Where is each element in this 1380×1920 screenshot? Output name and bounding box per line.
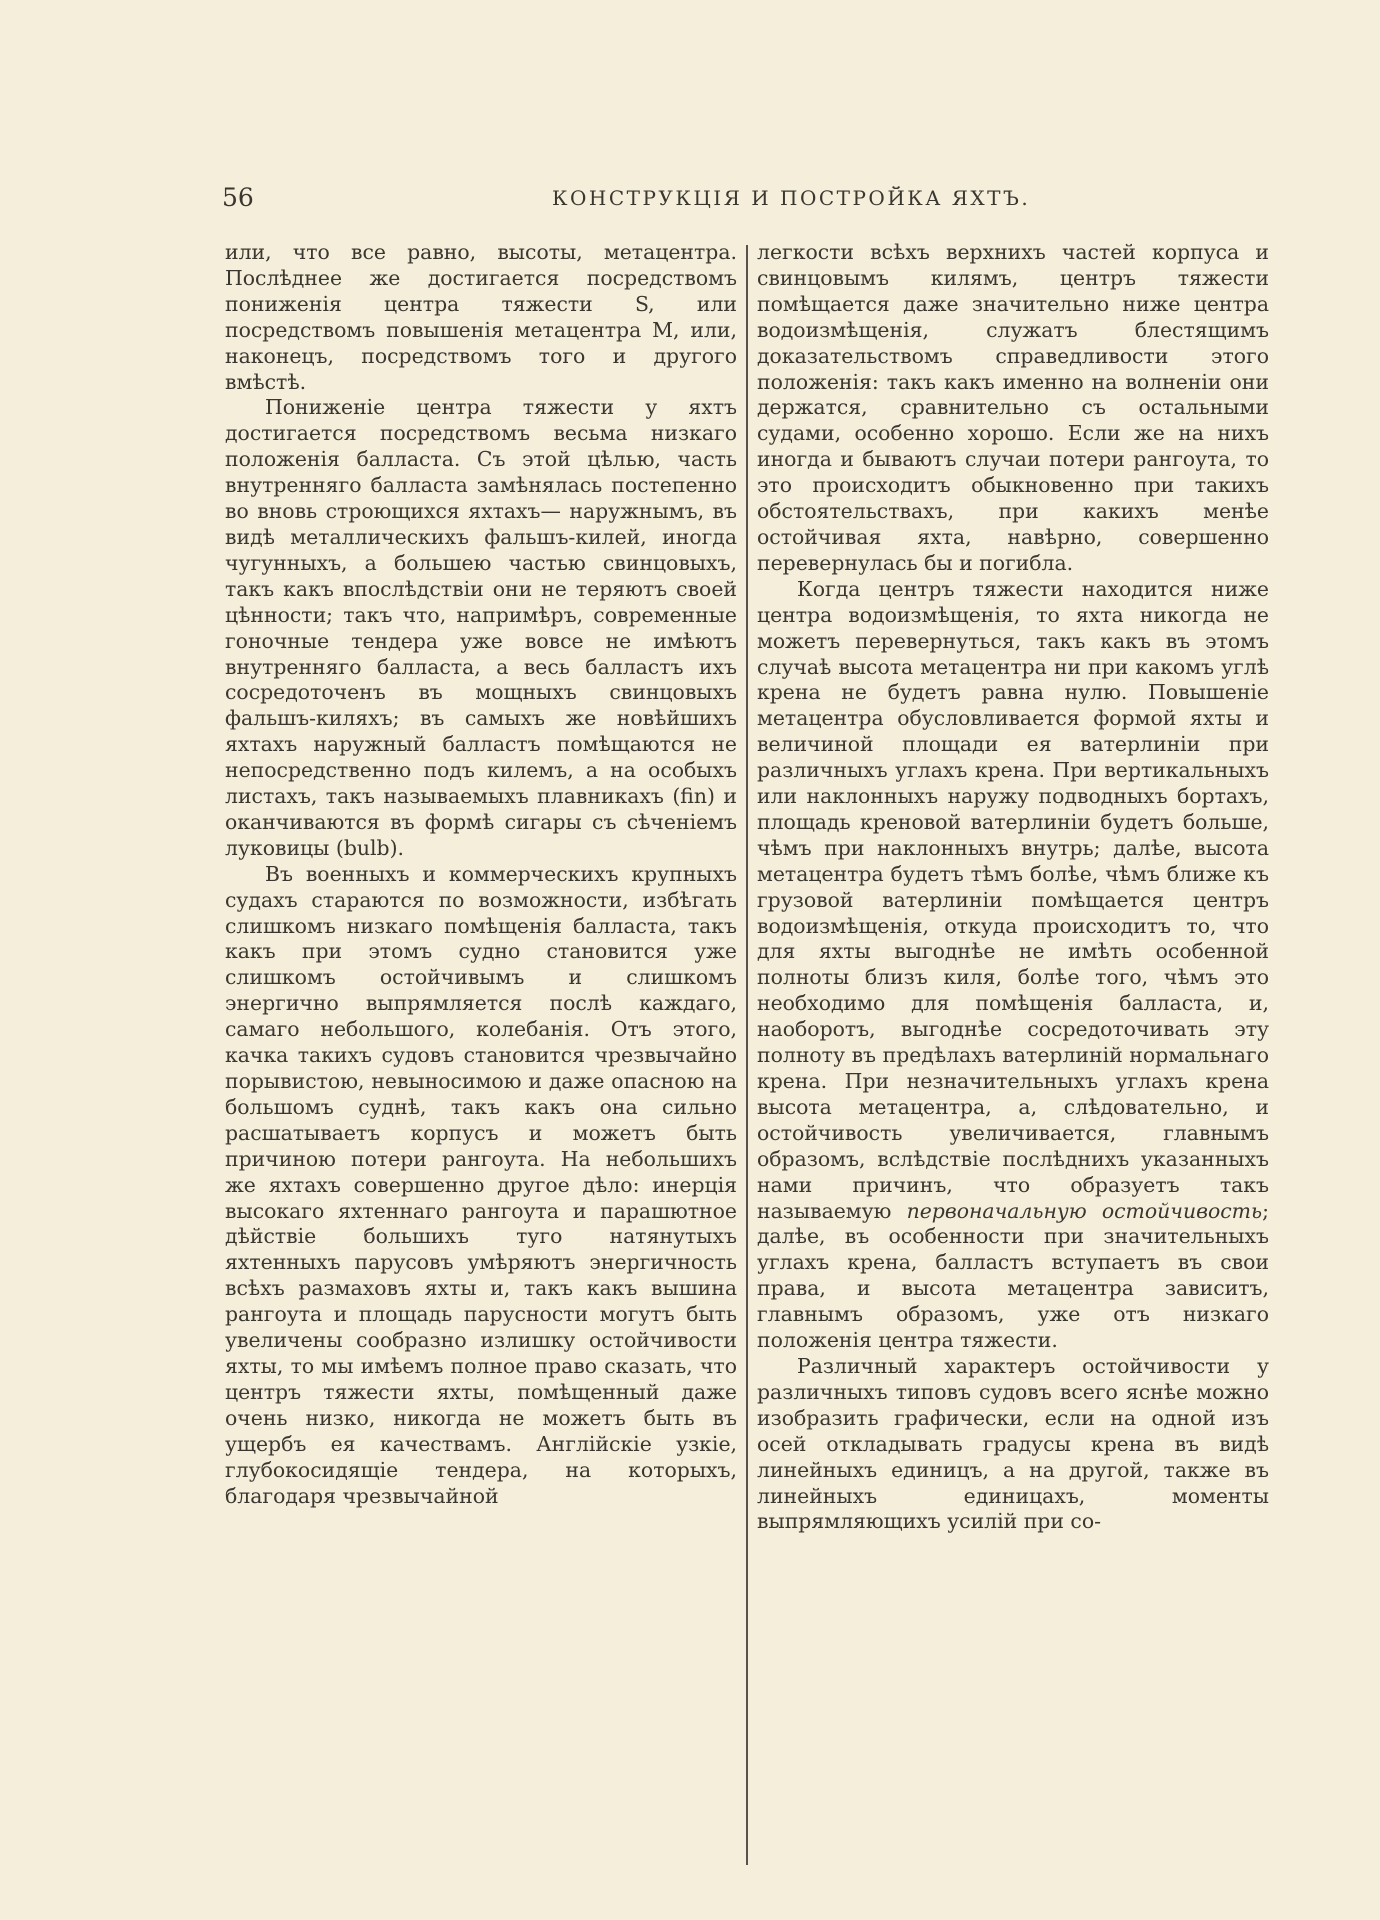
paragraph-text: ; далѣе, въ особенности при значительныхъ углахъ крена, балластъ вступаетъ въ свои права, и высота метацентра зависитъ, главнымъ образомъ, уже отъ низкаго положенія центра тяжести. bbox=[757, 1198, 1269, 1353]
paragraph: Въ военныхъ и коммерческихъ крупныхъ судахъ стараются по возможности, избѣгать слишкомъ низкаго помѣщенія балласта, такъ какъ при этомъ судно становится уже слишкомъ остойчивымъ и слишкомъ энергично выпрямляется послѣ каждаго, самаго небольшого, колебанія. Отъ этого, качка такихъ судовъ становится чрезвычайно порывистою, невыносимою и даже опасною на большомъ суднѣ, такъ какъ она сильно расшатываетъ корпусъ и можетъ быть причиною потери рангоута. На небольшихъ же яхтахъ совершенно другое дѣло: инерція высокаго яхтеннаго рангоута и парашютное дѣйствіе большихъ туго натянутыхъ яхтенныхъ парусовъ умѣряютъ энергичность всѣхъ размаховъ яхты и, такъ какъ вышина рангоута и площадь парусности могутъ быть увеличены сообразно излишку остойчивости яхты, то мы имѣемъ полное право сказать, что центръ тяжести яхты, помѣщенный даже очень низко, никогда не можетъ быть въ ущербъ ея качествамъ. Англійскіе узкіе, глубокосидящіе тендера, на которыхъ, благодаря чрезвычайной bbox=[225, 861, 737, 1508]
running-title: КОНСТРУКЦІЯ И ПОСТРОЙКА ЯХТЪ. bbox=[552, 186, 1031, 210]
emphasized-term: первоначальную остойчивость bbox=[906, 1198, 1263, 1223]
paragraph: или, что все равно, высоты, метацентра. Послѣднее же достигается посредствомъ пониженія центра тяжести S, или посредствомъ повышенія метацентра M, или, наконецъ, посредствомъ того и другого вмѣстѣ. bbox=[225, 240, 737, 394]
page-number: 56 bbox=[222, 183, 254, 212]
paragraph: Различный характеръ остойчивости у различныхъ типовъ судовъ всего яснѣе можно изобразить графически, если на одной изъ осей откладывать градусы крена въ видѣ линейныхъ единицъ, а на другой, также въ линейныхъ единицахъ, моменты выпрямляющихъ усилій при со- bbox=[757, 1353, 1269, 1534]
page-header bbox=[222, 183, 1152, 223]
right-column bbox=[757, 240, 1269, 1535]
paragraph: Пониженіе центра тяжести у яхтъ достигается посредствомъ весьма низкаго положенія балласта. Съ этой цѣлью, часть внутренняго балласта замѣнялась постепенно во вновь строющихся яхтахъ— наружнымъ, въ видѣ металлическихъ фальшъ-килей, иногда чугунныхъ, а большею частью свинцовыхъ, такъ какъ впослѣдствіи они не теряютъ своей цѣнности; такъ что, напримѣръ, современные гоночные тендера уже вовсе не имѣютъ внутренняго балласта, а весь балластъ ихъ сосредоточенъ въ мощныхъ свинцовыхъ фальшъ-киляхъ; въ самыхъ же новѣйшихъ яхтахъ наружный балластъ помѣщаются не непосредственно подъ килемъ, а на особыхъ листахъ, такъ называемыхъ плавникахъ (fin) и оканчиваются въ формѣ сигары съ сѣченіемъ луковицы (bulb). bbox=[225, 395, 737, 860]
column-divider bbox=[746, 245, 748, 1865]
paragraph: легкости всѣхъ верхнихъ частей корпуса и свинцовымъ килямъ, центръ тяжести помѣщается даже значительно ниже центра водоизмѣщенія, служатъ блестящимъ доказательствомъ справедливости этого положенія: такъ какъ именно на волненіи они держатся, сравнительно съ остальными судами, особенно хорошо. Если же на нихъ иногда и бываютъ случаи потери рангоута, то это происходитъ обыкновенно при такихъ обстоятельствахъ, при какихъ менѣе остойчивая яхта, навѣрно, совершенно перевернулась бы и погибла. bbox=[757, 240, 1269, 575]
paragraph-text: Когда центръ тяжести находится ниже центра водоизмѣщенія, то яхта никогда не можетъ перевернуться, такъ какъ въ этомъ случаѣ высота метацентра ни при какомъ углѣ крена не будетъ равна нулю. Повышеніе метацентра обусловливается формой яхты и величиной площади ея ватерлиніи при различныхъ углахъ крена. При вертикальныхъ или наклонныхъ наружу подводныхъ бортахъ, площадь креновой ватерлиніи будетъ больше, чѣмъ при наклонныхъ внутрь; далѣе, высота метацентра будетъ тѣмъ болѣе, чѣмъ ближе къ грузовой ватерлиніи помѣщается центръ водоизмѣщенія, откуда происходитъ то, что для яхты выгоднѣе не имѣть особенной полноты близъ киля, болѣе того, чѣмъ это необходимо для помѣщенія балласта, и, наоборотъ, выгоднѣе сосредоточивать эту полноту въ предѣлахъ ватерлиній нормальнаго крена. При незначительныхъ углахъ крена высота метацентра, а, слѣдовательно, и остойчивость увеличивается, главнымъ образомъ, вслѣдствіе послѣднихъ указанныхъ нами причинъ, что образуетъ такъ называемую bbox=[757, 576, 1269, 1223]
left-column bbox=[225, 240, 737, 1509]
paragraph bbox=[757, 577, 1269, 1354]
